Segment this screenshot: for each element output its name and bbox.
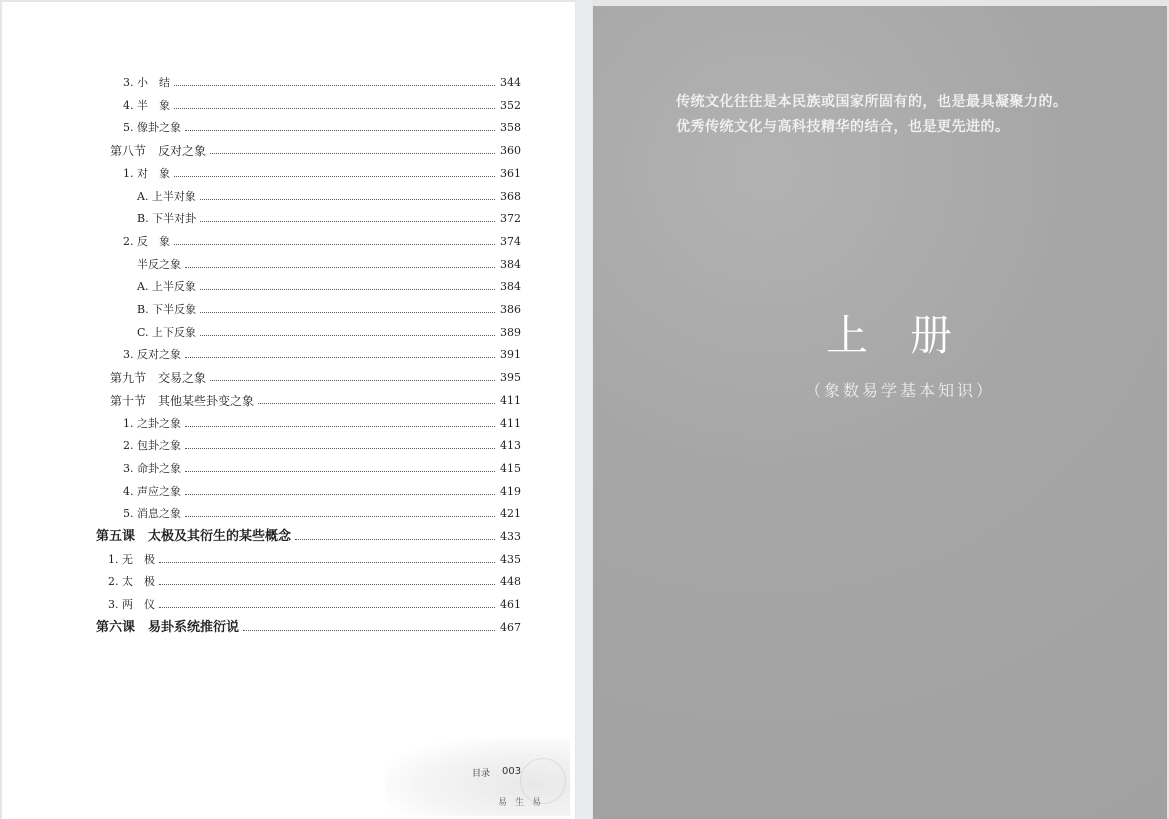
toc-entry-label: 4. 半 象 [123, 98, 170, 112]
toc-dot-leader [174, 85, 495, 86]
toc-dot-leader [200, 199, 495, 200]
toc-entry [96, 524, 522, 544]
toc-entry [123, 70, 522, 90]
toc-entry-page: 467 [500, 620, 521, 634]
toc-entry-label: 第五课 太极及其衍生的某些概念 [96, 529, 292, 544]
toc-entry-label: 3. 命卦之象 [123, 461, 181, 475]
toc-dot-leader [185, 357, 495, 358]
toc-entry-page: 386 [500, 303, 521, 316]
toc-entry [123, 161, 522, 181]
toc-entry [108, 547, 522, 567]
toc-entry-page: 411 [500, 416, 521, 430]
toc-entry-label: B. 下半对卦 [137, 212, 197, 226]
toc-entry-label: 第六课 易卦系统推衍说 [96, 619, 240, 635]
toc-dot-leader [159, 607, 495, 608]
toc-entry [137, 252, 522, 272]
toc-dot-leader [243, 630, 495, 631]
toc-dot-leader [185, 494, 495, 495]
toc-dot-leader [185, 516, 495, 517]
footer-ornament-text: 易生易 [498, 798, 550, 808]
quote-line-2: 优秀传统文化与高科技精华的结合，也是更先进的。 [676, 119, 1010, 135]
toc-entry-page: 389 [500, 325, 521, 339]
toc-entry-page: 391 [500, 348, 521, 362]
toc-dot-leader [295, 539, 495, 540]
volume-title: 上册 [826, 311, 995, 360]
toc-entry [123, 342, 522, 362]
toc-entry-page: 461 [500, 598, 521, 612]
toc-entry-label: 第八节 反对之象 [110, 144, 207, 159]
toc-entry-page: 384 [500, 280, 521, 294]
toc-entry [123, 229, 522, 249]
toc-entry [123, 115, 522, 135]
toc-entry [123, 411, 522, 431]
toc-entry-label: C. 上下反象 [137, 325, 197, 339]
toc-dot-leader [174, 176, 495, 177]
toc-dot-leader [174, 244, 495, 245]
toc-dot-leader [200, 335, 495, 336]
toc-entry [123, 501, 522, 521]
toc-entry-page: 374 [500, 234, 521, 248]
toc-entry-label: 第十节 其他某些卦变之象 [110, 393, 255, 408]
toc-entry [137, 274, 522, 294]
toc-entry-page: 435 [500, 552, 521, 566]
toc-entry-page: 372 [500, 212, 521, 226]
toc-entry-page: 358 [500, 121, 521, 135]
toc-entry-label: 1. 无 极 [108, 552, 155, 566]
toc-entry-page: 384 [500, 257, 521, 271]
toc-entry-page: 361 [500, 166, 521, 180]
toc-entry [137, 184, 522, 204]
toc-entry [108, 569, 522, 589]
toc-entry [110, 138, 522, 158]
toc-entry-label: 半反之象 [137, 257, 181, 271]
toc-entry [108, 592, 522, 612]
toc-entry-label: B. 下半反象 [137, 303, 197, 316]
footer-page-number: 003 [502, 766, 522, 777]
toc-entry [123, 93, 522, 113]
toc-entry-label: 1. 之卦之象 [123, 416, 181, 430]
toc-entry-label: A. 上半反象 [137, 280, 196, 294]
toc-dot-leader [200, 289, 495, 290]
toc-entry-page: 344 [500, 76, 521, 89]
toc-entry-page: 411 [500, 393, 521, 407]
footer-section-label: 目录 [472, 769, 491, 779]
toc-entry-label: A. 上半对象 [137, 189, 196, 203]
toc-entry-label: 3. 反对之象 [123, 348, 181, 362]
toc-entry-label: 3. 小 结 [123, 76, 170, 89]
toc-dot-leader [210, 153, 495, 154]
toc-entry-label: 5. 像卦之象 [123, 121, 181, 135]
toc-dot-leader [185, 267, 495, 268]
toc-dot-leader [185, 130, 495, 131]
toc-entry-page: 415 [500, 461, 521, 475]
toc-entry-page: 360 [500, 144, 521, 158]
toc-dot-leader [210, 380, 495, 381]
quote-line-1: 传统文化往往是本民族或国家所固有的，也是最具凝聚力的。 [676, 94, 1068, 110]
toc-entry [110, 388, 522, 408]
toc-dot-leader [185, 471, 495, 472]
toc-dot-leader [159, 584, 495, 585]
toc-entry-page: 448 [500, 575, 521, 589]
toc-entry-page: 419 [500, 484, 521, 498]
toc-dot-leader [200, 312, 495, 313]
toc-entry [123, 479, 522, 499]
toc-entry-label: 1. 对 象 [123, 166, 170, 180]
toc-entry [110, 365, 522, 385]
toc-entry-label: 2. 太 极 [108, 575, 155, 589]
toc-entry-label: 5. 消息之象 [123, 507, 181, 521]
toc-entry [137, 320, 522, 340]
toc-entry-page: 368 [500, 189, 521, 203]
toc-entry-page: 395 [500, 371, 521, 385]
toc-entry [137, 206, 522, 226]
toc-entry-page: 352 [500, 98, 521, 112]
toc-dot-leader [200, 221, 495, 222]
toc-entry-page: 413 [500, 439, 521, 453]
toc-dot-leader [185, 426, 495, 427]
toc-entry-label: 2. 包卦之象 [123, 439, 181, 453]
toc-dot-leader [174, 108, 495, 109]
toc-entry [123, 456, 522, 476]
toc-dot-leader [185, 448, 495, 449]
toc-entry-label: 4. 声应之象 [123, 484, 181, 498]
toc-entry [137, 297, 522, 317]
toc-dot-leader [258, 403, 495, 404]
toc-entry-page: 433 [500, 530, 521, 543]
toc-entry-page: 421 [500, 507, 521, 521]
toc-entry [123, 433, 522, 453]
volume-subtitle: （象数易学基本知识） [805, 381, 996, 400]
toc-entry-label: 第九节 交易之象 [110, 371, 207, 386]
toc-entry-label: 3. 两 仪 [108, 598, 155, 612]
toc-entry [96, 615, 522, 635]
toc-dot-leader [159, 562, 495, 563]
toc-entry-label: 2. 反 象 [123, 234, 170, 248]
